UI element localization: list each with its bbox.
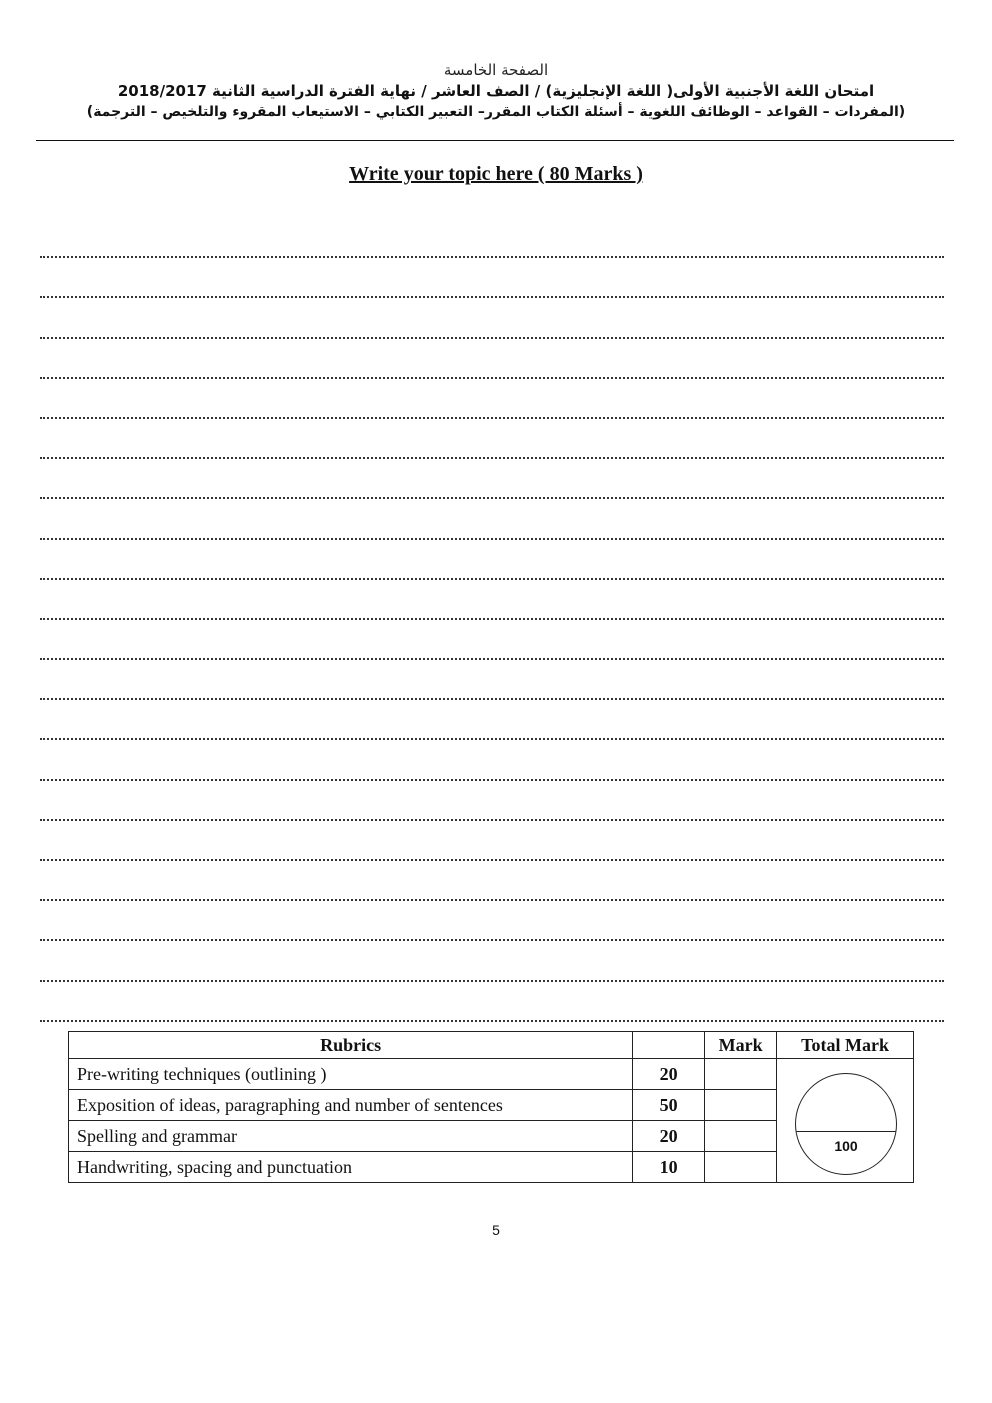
writing-line[interactable] — [40, 339, 944, 379]
writing-line[interactable] — [40, 419, 944, 459]
page-label: الصفحة الخامسة — [443, 61, 549, 79]
writing-line[interactable] — [40, 861, 944, 901]
mark-cell[interactable] — [705, 1121, 777, 1152]
writing-line[interactable] — [40, 941, 944, 981]
rubric-criterion: Exposition of ideas, paragraphing and number of sentences — [69, 1090, 633, 1121]
page-number: 5 — [492, 1222, 500, 1238]
writing-line[interactable] — [40, 901, 944, 941]
rubrics-table — [68, 1031, 914, 1183]
page-header — [30, 60, 962, 122]
writing-line[interactable] — [40, 620, 944, 660]
total-mark-cell[interactable] — [777, 1059, 914, 1183]
writing-line[interactable] — [40, 379, 944, 419]
writing-line[interactable] — [40, 580, 944, 620]
total-mark-value: 100 — [834, 1137, 858, 1154]
total-mark-circle — [795, 1073, 897, 1175]
exam-title: امتحان اللغة الأجنبية الأولى( اللغة الإنجليزية) / الصف العاشر / نهاية الفترة الدراسية الثانية 2018/2017 — [117, 82, 875, 100]
exam-skills: (المفردات – القواعد – الوظائف اللغوية – أسئلة الكتاب المقرر– التعبير الكتابي – الاستيعاب المقروء والتلخيص – الترجمة) — [86, 104, 906, 120]
writing-line[interactable] — [40, 821, 944, 861]
rubric-criterion: Handwriting, spacing and punctuation — [69, 1152, 633, 1183]
rubric-points: 50 — [633, 1090, 705, 1121]
writing-line[interactable] — [40, 499, 944, 539]
rubric-criterion: Pre-writing techniques (outlining ) — [69, 1059, 633, 1090]
rubrics-header-row — [69, 1032, 914, 1059]
writing-line[interactable] — [40, 700, 944, 740]
writing-line[interactable] — [40, 660, 944, 700]
mark-cell[interactable] — [705, 1090, 777, 1121]
mark-header: Mark — [705, 1032, 777, 1059]
section-title: Write your topic here ( 80 Marks ) — [349, 163, 643, 185]
circle-divider — [796, 1131, 896, 1132]
writing-line[interactable] — [40, 218, 944, 258]
mark-cell[interactable] — [705, 1152, 777, 1183]
rubrics-header: Rubrics — [69, 1032, 633, 1059]
rubric-points: 20 — [633, 1059, 705, 1090]
table-row — [69, 1059, 914, 1090]
writing-line[interactable] — [40, 459, 944, 499]
writing-line[interactable] — [40, 258, 944, 298]
rubric-points: 20 — [633, 1121, 705, 1152]
writing-line[interactable] — [40, 298, 944, 338]
writing-line[interactable] — [40, 740, 944, 780]
mark-cell[interactable] — [705, 1059, 777, 1090]
writing-area[interactable] — [40, 218, 944, 1022]
total-mark-header: Total Mark — [777, 1032, 914, 1059]
writing-line[interactable] — [40, 982, 944, 1022]
rubric-criterion: Spelling and grammar — [69, 1121, 633, 1152]
points-header — [633, 1032, 705, 1059]
rubric-points: 10 — [633, 1152, 705, 1183]
header-divider — [36, 140, 954, 141]
writing-line[interactable] — [40, 781, 944, 821]
writing-line[interactable] — [40, 540, 944, 580]
